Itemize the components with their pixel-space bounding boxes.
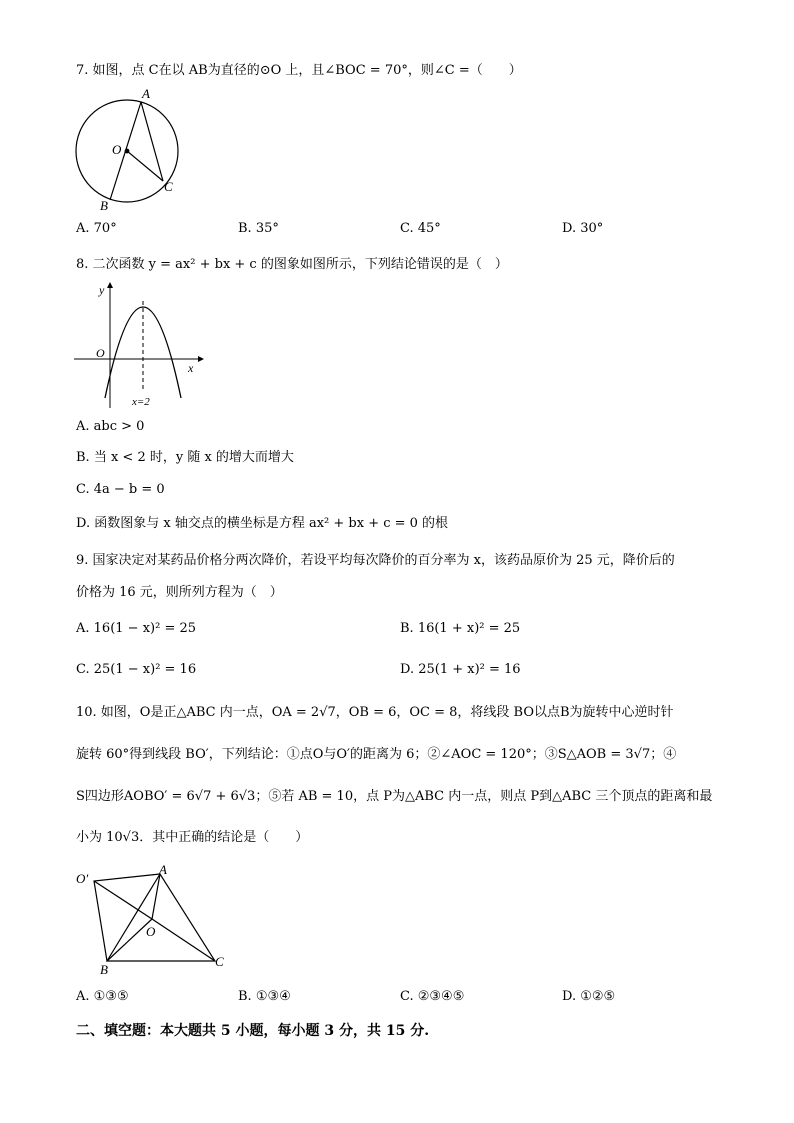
q8-parabola-figure [70,280,210,412]
q8-option-c[interactable]: C. 4a − b = 0 [76,482,165,497]
q9-option-d[interactable]: D. 25(1 + x)² = 16 [400,662,521,677]
q10-triangle-figure [72,860,242,980]
q8-option-a[interactable]: A. abc > 0 [76,419,145,434]
q10-option-b[interactable]: B. ①③④ [238,989,291,1004]
q7-option-b[interactable]: B. 35° [238,221,279,236]
q8-axis-label: x=2 [132,396,150,408]
q10-label-o-prime: O′ [76,871,89,886]
q9-option-a[interactable]: A. 16(1 − x)² = 25 [76,621,197,636]
q9-stem-line2: 价格为 16 元，则所列方程为（ ） [76,585,283,600]
q10-option-c[interactable]: C. ②③④⑤ [400,989,465,1004]
q9-option-c[interactable]: C. 25(1 − x)² = 16 [76,662,197,677]
q7-option-c[interactable]: C. 45° [400,221,441,236]
q7-label-a: A [142,86,150,101]
q9-option-b[interactable]: B. 16(1 + x)² = 25 [400,621,521,636]
q10-option-a[interactable]: A. ①③⑤ [76,989,129,1004]
q8-option-d[interactable]: D. 函数图象与 x 轴交点的横坐标是方程 ax² + bx + c = 0 的根 [76,516,449,531]
q7-circle-figure [74,86,184,214]
q8-option-b[interactable]: B. 当 x < 2 时，y 随 x 的增大而增大 [76,450,294,465]
q10-label-b: B [100,962,108,977]
q7-option-a[interactable]: A. 70° [76,221,117,236]
q10-stem-line1: 10. 如图，O是正△ABC 内一点，OA = 2√7，OB = 6，OC = 8，将线段 BO以点B为旋转中心逆时针 [76,705,674,720]
q7-label-o: O [112,142,122,157]
q9-stem-line1: 9. 国家决定对某药品价格分两次降价，若设平均每次降价的百分率为 x，该药品原价为 25 元，降价后的 [76,553,675,568]
q10-stem-line3: S四边形AOBO′ = 6√7 + 6√3；⑤若 AB = 10，点 P为△ABC 内一点，则点 P到△ABC 三个顶点的距离和最 [76,789,713,804]
q10-label-o: O [146,924,156,939]
section-heading-fill-in: 二、填空题：本大题共 5 小题，每小题 3 分，共 15 分. [76,1023,430,1039]
q10-stem-line2: 旋转 60°得到线段 BO′，下列结论：①点O与O′的距离为 6；②∠AOC = 120°；③S△AOB = 3√7；④ [76,747,677,762]
q7-label-c: C [164,179,173,194]
q8-label-x: x [188,361,194,375]
q8-label-o: O [96,346,105,360]
q7-stem: 7. 如图，点 C在以 AB为直径的⊙O 上，且∠BOC = 70°，则∠C =（ ） [76,63,522,78]
q8-stem: 8. 二次函数 y = ax² + bx + c 的图象如图所示，下列结论错误的是（ ） [76,257,508,272]
q10-stem-line4: 小为 10√3．其中正确的结论是（ ） [76,830,309,845]
q10-option-d[interactable]: D. ①②⑤ [562,989,616,1004]
q7-option-d[interactable]: D. 30° [562,221,604,236]
q10-label-a: A [159,862,167,877]
q8-label-y: y [99,283,105,297]
q10-label-c: C [215,954,224,969]
q7-label-b: B [100,198,108,213]
